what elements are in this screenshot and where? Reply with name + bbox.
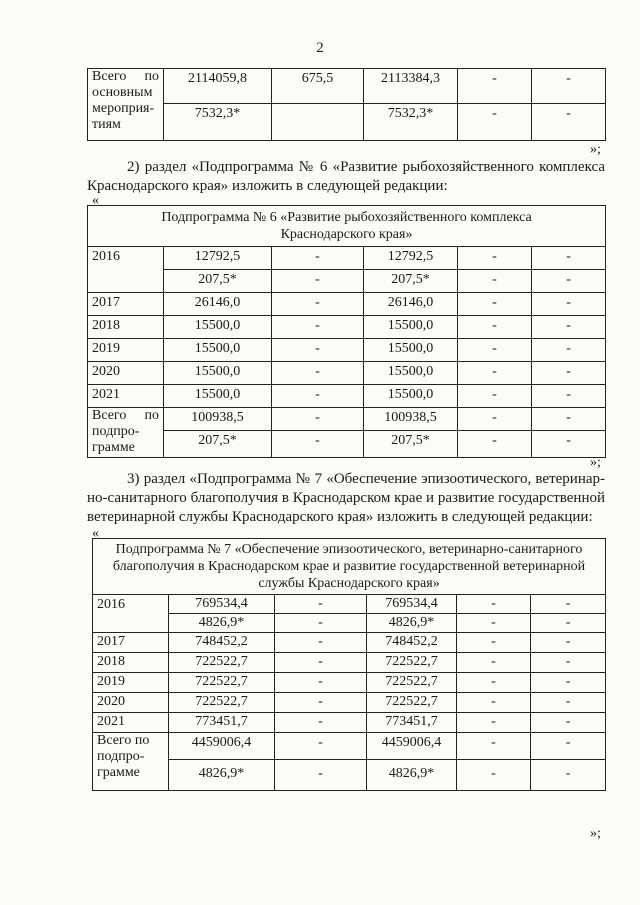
table-row: Всего по подпро- грамме 4459006,4 - 4459006,4 - - — [93, 733, 606, 760]
table-title-row — [93, 539, 606, 595]
table-row: Всего по подпро- грамме 100938,5 - 100938,5 - - — [88, 408, 606, 431]
closing-quote: »; — [590, 826, 601, 841]
total-label: Всего по основным мероприя- тиям — [88, 69, 164, 141]
table-row: 2016 769534,4 - 769534,4 - - — [93, 595, 606, 614]
table-row: 2020 15500,0 - 15500,0 - - — [88, 362, 606, 385]
closing-quote: »; — [590, 455, 601, 470]
table-row: 207,5* - 207,5* - - — [88, 431, 606, 458]
table-row: 2017 748452,2 - 748452,2 - - — [93, 633, 606, 653]
table-row: 2017 26146,0 - 26146,0 - - — [88, 293, 606, 316]
table-title-row — [88, 206, 606, 247]
table-main-measures-total — [87, 68, 606, 141]
total-label: Всего по подпро- грамме — [88, 408, 164, 458]
closing-quote: »; — [590, 142, 601, 157]
year-cell: 2016 — [88, 247, 164, 293]
table-row: 2016 12792,5 - 12792,5 - - — [88, 247, 606, 270]
table-row: 4826,9* - 4826,9* - - — [93, 760, 606, 791]
opening-quote: « — [92, 526, 99, 541]
table-row: 7532,3* 7532,3* - - — [88, 104, 606, 141]
table-subprogram-7 — [92, 538, 606, 791]
opening-quote: « — [92, 193, 99, 208]
table-title: Подпрограмма № 7 «Обеспечение эпизоотического, ветеринарно-санитарного благополучия в Краснодарском крае и развитие государственной ветеринарной службы Краснодарского края» — [93, 539, 606, 595]
page-number: 2 — [316, 40, 324, 56]
table-row: 207,5* - 207,5* - - — [88, 270, 606, 293]
table-row: 2019 15500,0 - 15500,0 - - — [88, 339, 606, 362]
table-row: 4826,9* - 4826,9* - - — [93, 614, 606, 633]
paragraph-2: 2) раздел «Подпрограмма № 6 «Развитие рыбохозяйственного комплекса Краснодарского края» изложить в следующей редакции: — [87, 159, 605, 194]
table-row: Всего по основным мероприя- тиям 2114059,8 675,5 2113384,3 - - — [88, 69, 606, 104]
paragraph-3: 3) раздел «Подпрограмма № 7 «Обеспечение эпизоотического, ветеринар-но-санитарного благополучия в Краснодарском крае и развитие государственной ветеринарной службы Краснодарского края» изложить в следующей редакции: — [87, 471, 605, 525]
total-label: Всего по подпро- грамме — [93, 733, 169, 791]
year-cell: 2016 — [93, 595, 169, 633]
table-row: 2021 15500,0 - 15500,0 - - — [88, 385, 606, 408]
table-row: 2021 773451,7 - 773451,7 - - — [93, 713, 606, 733]
table-row: 2018 722522,7 - 722522,7 - - — [93, 653, 606, 673]
table-row: 2018 15500,0 - 15500,0 - - — [88, 316, 606, 339]
table-subprogram-6 — [87, 205, 606, 458]
table-row: 2019 722522,7 - 722522,7 - - — [93, 673, 606, 693]
table-title: Подпрограмма № 6 «Развитие рыбохозяйственного комплекса Краснодарского края» — [88, 206, 606, 247]
table-row: 2020 722522,7 - 722522,7 - - — [93, 693, 606, 713]
